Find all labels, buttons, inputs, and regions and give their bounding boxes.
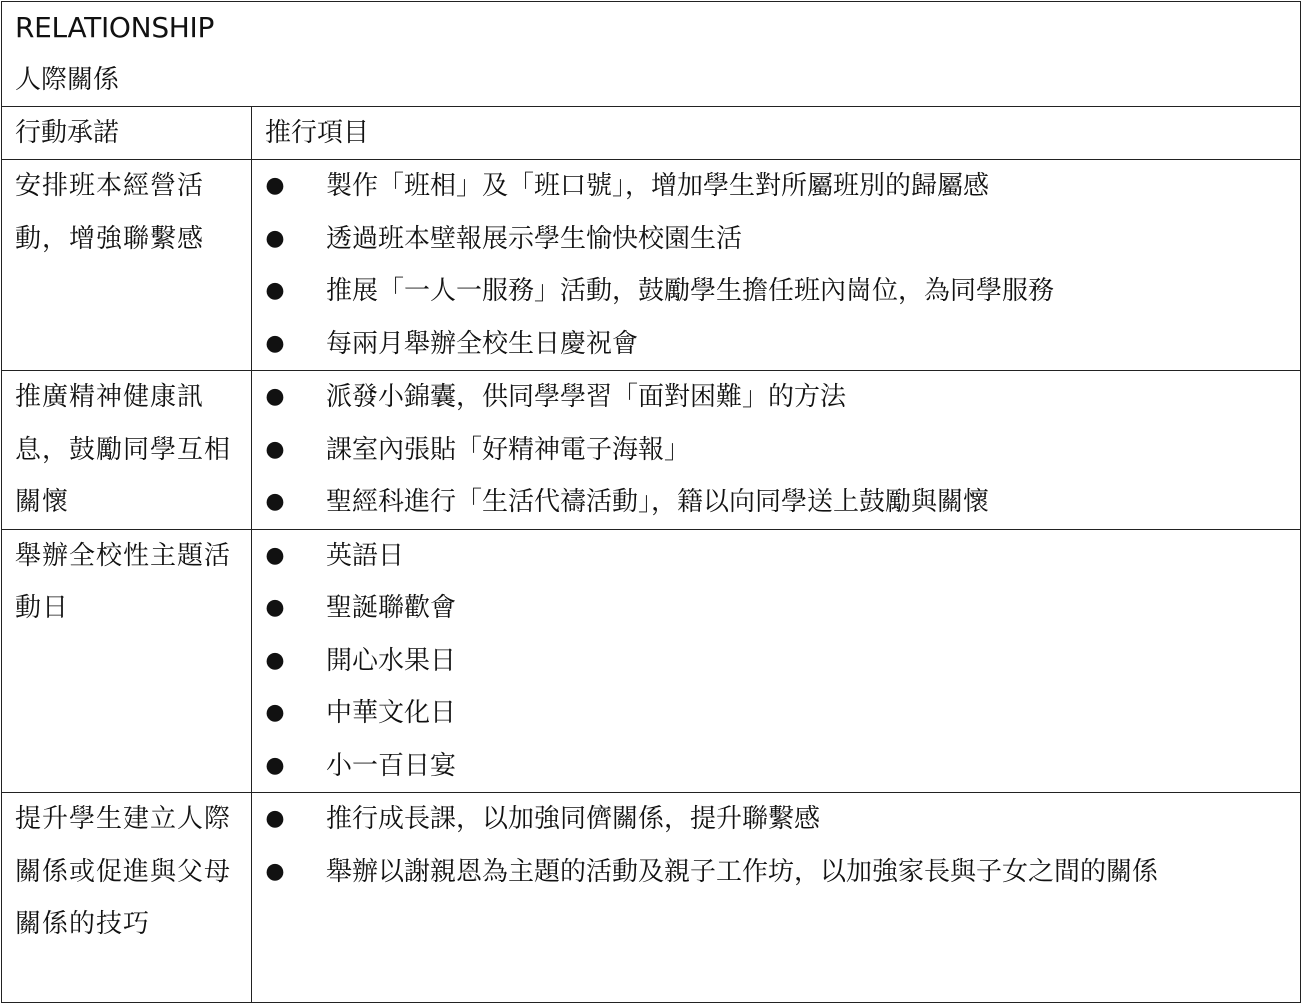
title-row — [2, 2, 1301, 107]
items-list — [252, 530, 1300, 793]
list-item — [252, 213, 1300, 266]
list-item-text: 推展「一人一服務」活動，鼓勵學生擔任班內崗位，為同學服務 — [326, 276, 1055, 306]
header-items: 推行項目 — [252, 107, 1301, 160]
bullet-icon: ● — [265, 330, 285, 356]
table-row — [2, 160, 1301, 371]
header-row — [2, 107, 1301, 160]
title-chinese: 人際關係 — [15, 65, 120, 95]
list-item-text: 聖誕聯歡會 — [326, 593, 457, 623]
list-item — [252, 424, 1300, 477]
bullet-icon: ● — [265, 225, 285, 251]
list-item — [252, 846, 1300, 899]
items-list — [252, 793, 1300, 898]
items-list — [252, 371, 1300, 529]
bullet-icon: ● — [265, 858, 285, 884]
list-item-text: 舉辦以謝親恩為主題的活動及親子工作坊，以加強家長與子女之間的關係 — [326, 856, 1159, 887]
list-item — [252, 371, 1300, 424]
bullet-icon: ● — [265, 489, 285, 514]
commitment-cell: 安排班本經營活動，增強聯繫感 — [2, 160, 252, 371]
list-item-text: 製作「班相」及「班口號」，增加學生對所屬班別的歸屬感 — [326, 171, 990, 201]
list-item-text: 英語日 — [326, 540, 405, 571]
list-item — [252, 582, 1300, 635]
bullet-icon: ● — [265, 278, 285, 303]
list-item — [252, 740, 1300, 793]
bullet-icon: ● — [265, 700, 285, 725]
list-item — [252, 687, 1300, 740]
bullet-icon: ● — [265, 384, 285, 409]
items-cell — [252, 160, 1301, 371]
bullet-icon: ● — [265, 542, 285, 568]
list-item — [252, 530, 1300, 583]
items-cell — [252, 371, 1301, 530]
list-item-text: 推行成長課，以加強同儕關係，提升聯繫感 — [326, 804, 821, 834]
list-item-text: 課室內張貼「好精神電子海報」 — [326, 434, 691, 465]
commitment-cell: 提升學生建立人際關係或促進與父母關係的技巧 — [2, 793, 252, 1003]
relationship-table — [1, 1, 1301, 1003]
list-item — [252, 318, 1300, 371]
table-row — [2, 793, 1301, 1003]
bullet-icon: ● — [265, 752, 285, 778]
list-item — [252, 265, 1300, 318]
items-cell — [252, 529, 1301, 793]
bullet-icon: ● — [265, 647, 285, 673]
list-item-text: 中華文化日 — [326, 698, 457, 728]
list-item-text: 每兩月舉辦全校生日慶祝會 — [326, 328, 639, 359]
table-row — [2, 529, 1301, 793]
list-item-text: 透過班本壁報展示學生愉快校園生活 — [326, 223, 743, 254]
list-item — [252, 635, 1300, 688]
list-item — [252, 793, 1300, 846]
bullet-icon: ● — [265, 806, 285, 831]
list-item-text: 聖經科進行「生活代禱活動」，籍以向同學送上鼓勵與關懷 — [326, 487, 990, 517]
title-cell — [2, 2, 1301, 107]
items-list — [252, 160, 1300, 370]
list-item-text: 派發小錦囊，供同學學習「面對困難」的方法 — [326, 382, 847, 412]
header-commitment: 行動承諾 — [2, 107, 252, 160]
bullet-icon: ● — [265, 436, 285, 462]
items-cell — [252, 793, 1301, 1003]
table-row — [2, 371, 1301, 530]
title-english: RELATIONSHIP — [15, 11, 215, 44]
commitment-cell: 推廣精神健康訊息，鼓勵同學互相關懷 — [2, 371, 252, 530]
bullet-icon: ● — [265, 595, 285, 620]
bullet-icon: ● — [265, 173, 285, 198]
list-item — [252, 476, 1300, 529]
commitment-cell: 舉辦全校性主題活動日 — [2, 529, 252, 793]
list-item-text: 開心水果日 — [326, 645, 457, 676]
list-item — [252, 160, 1300, 213]
list-item-text: 小一百日宴 — [326, 750, 457, 781]
